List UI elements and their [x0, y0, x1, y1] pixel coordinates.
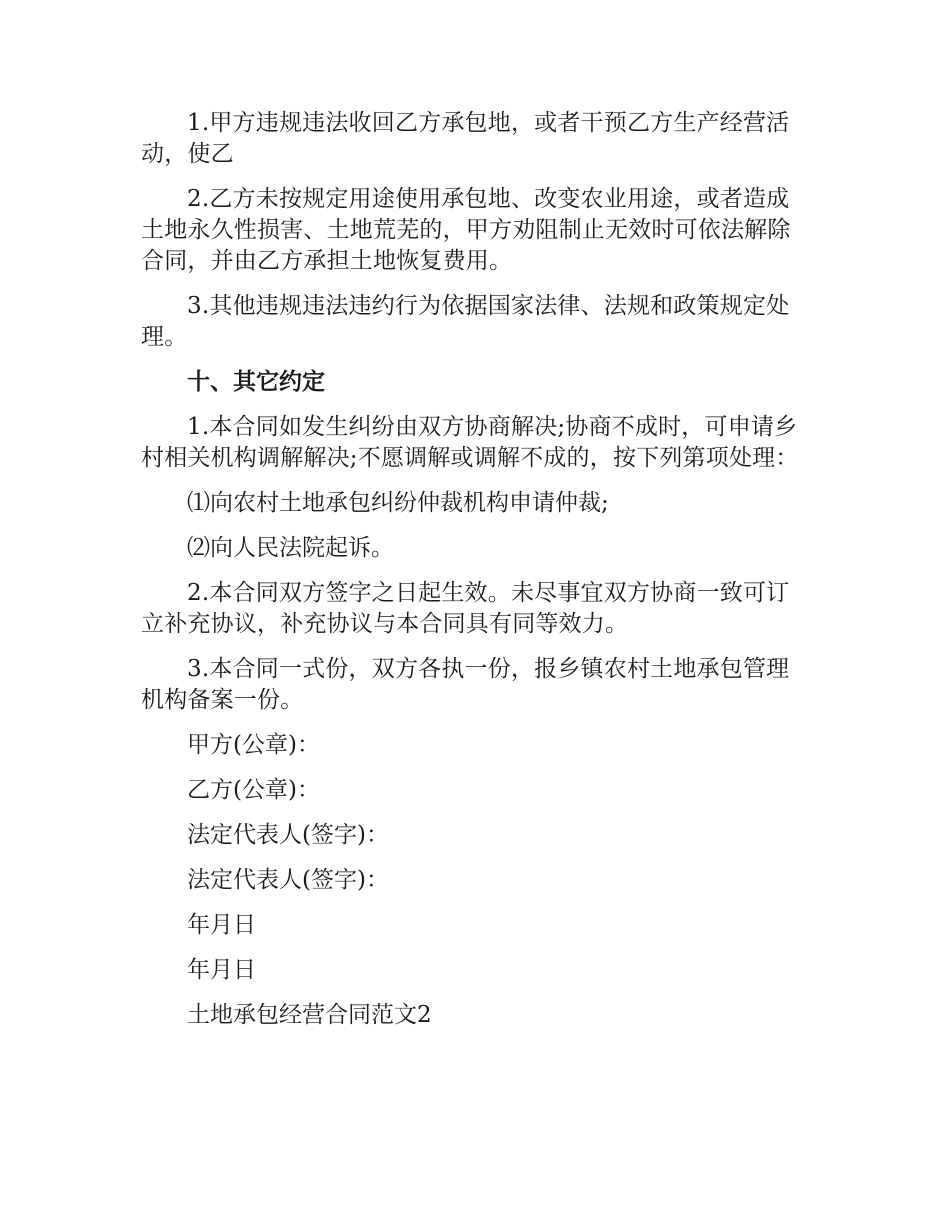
legal-rep-signature-line: 法定代表人(签字)： [187, 822, 389, 848]
date-line: 年月日 [187, 912, 256, 938]
clause-paragraph: 1.甲方违规违法收回乙方承包地，或者干预乙方生产经营活动，使乙 [141, 110, 790, 167]
clause-paragraph: 2.本合同双方签字之日起生效。未尽事宜双方协商一致可订立补充协议，补充协议与本合同具有同等效力。 [141, 580, 790, 637]
sub-clause: ⑵向人民法院起诉。 [187, 535, 394, 561]
section-heading: 十、其它约定 [187, 369, 325, 395]
party-b-seal-line: 乙方(公章)： [187, 777, 320, 803]
date-line: 年月日 [187, 957, 256, 983]
clause-paragraph: 3.本合同一式份，双方各执一份，报乡镇农村土地承包管理机构备案一份。 [141, 656, 790, 713]
clause-paragraph: 1.本合同如发生纠纷由双方协商解决;协商不成时，可申请乡村相关机构调解解决;不愿调解或调解不成的，按下列第项处理： [141, 414, 799, 471]
sub-clause: ⑴向农村土地承包纠纷仲裁机构申请仲裁; [187, 490, 609, 516]
legal-rep-signature-line: 法定代表人(签字)： [187, 867, 389, 893]
clause-paragraph: 3.其他违规违法违约行为依据国家法律、法规和政策规定处理。 [141, 293, 790, 350]
document-page [141, 108, 809, 1045]
next-document-title: 土地承包经营合同范文2 [187, 1002, 432, 1028]
clause-paragraph: 2.乙方未按规定用途使用承包地、改变农业用途，或者造成土地永久性损害、土地荒芜的，甲方劝阻制止无效时可依法解除合同，并由乙方承担土地恢复费用。 [141, 186, 791, 274]
party-a-seal-line: 甲方(公章)： [187, 732, 320, 758]
